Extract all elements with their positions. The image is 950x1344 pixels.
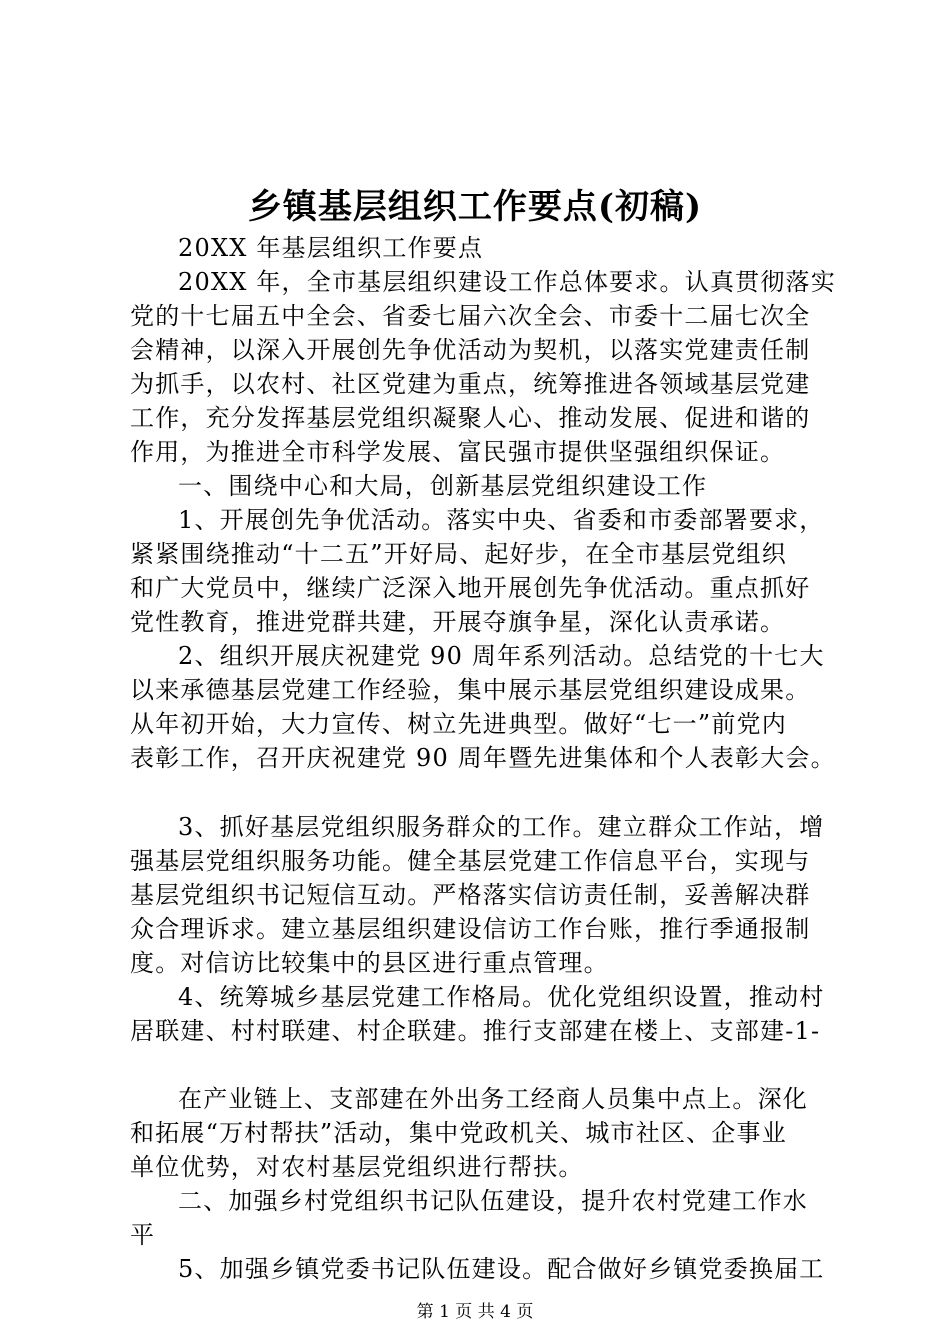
- doc-line: 基层党组织书记短信互动。严格落实信访责任制，妥善解决群: [130, 881, 811, 909]
- doc-line: 工作，充分发挥基层党组织凝聚人心、推动发展、促进和谐的: [130, 404, 811, 432]
- doc-line: 众合理诉求。建立基层组织建设信访工作台账，推行季通报制: [130, 915, 811, 943]
- doc-line: 度。对信访比较集中的县区进行重点管理。: [130, 949, 609, 977]
- doc-line: 2、组织开展庆祝建党 90 周年系列活动。总结党的十七大: [178, 642, 825, 670]
- page-footer: 第 1 页 共 4 页: [416, 1302, 534, 1322]
- doc-line: 平: [130, 1221, 156, 1249]
- doc-line: 强基层党组织服务功能。健全基层党建工作信息平台，实现与: [130, 847, 811, 875]
- doc-line: 居联建、村村联建、村企联建。推行支部建在楼上、支部建-1-: [130, 1017, 821, 1045]
- doc-line: 会精神，以深入开展创先争优活动为契机，以落实党建责任制: [130, 336, 811, 364]
- doc-line: 表彰工作，召开庆祝建党 90 周年暨先进集体和个人表彰大会。: [130, 744, 836, 772]
- doc-line: 单位优势，对农村基层党组织进行帮扶。: [130, 1153, 584, 1181]
- doc-line: 作用，为推进全市科学发展、富民强市提供坚强组织保证。: [130, 438, 786, 466]
- doc-line: 以来承德基层党建工作经验，集中展示基层党组织建设成果。: [130, 676, 811, 704]
- page-title: 乡镇基层组织工作要点(初稿): [247, 187, 703, 227]
- doc-line: 紧紧围绕推动“十二五”开好局、起好步，在全市基层党组织: [130, 540, 787, 568]
- doc-line: 在产业链上、支部建在外出务工经商人员集中点上。深化: [178, 1085, 808, 1113]
- doc-line: 为抓手，以农村、社区党建为重点，统筹推进各领域基层党建: [130, 370, 811, 398]
- doc-line: 4、统筹城乡基层党建工作格局。优化党组织设置，推动村: [178, 983, 825, 1011]
- doc-line: 和拓展“万村帮扶”活动，集中党政机关、城市社区、企事业: [130, 1119, 787, 1147]
- doc-line: 党的十七届五中全会、省委七届六次全会、市委十二届七次全: [130, 302, 811, 330]
- doc-line: 一、围绕中心和大局，创新基层党组织建设工作: [178, 472, 708, 500]
- doc-line: 二、加强乡村党组织书记队伍建设，提升农村党建工作水: [178, 1187, 808, 1215]
- doc-line: 1、开展创先争优活动。落实中央、省委和市委部署要求，: [178, 506, 825, 534]
- doc-line: 5、加强乡镇党委书记队伍建设。配合做好乡镇党委换届工: [178, 1255, 825, 1283]
- doc-line: 20XX 年基层组织工作要点: [178, 234, 484, 262]
- doc-line: 党性教育，推进党群共建，开展夺旗争星，深化认责承诺。: [130, 608, 786, 636]
- doc-line: 从年初开始，大力宣传、树立先进典型。做好“七一”前党内: [130, 710, 787, 738]
- doc-line: 3、抓好基层党组织服务群众的工作。建立群众工作站，增: [178, 813, 825, 841]
- doc-line: 20XX 年，全市基层组织建设工作总体要求。认真贯彻落实: [178, 268, 836, 296]
- doc-line: 和广大党员中，继续广泛深入地开展创先争优活动。重点抓好: [130, 574, 811, 602]
